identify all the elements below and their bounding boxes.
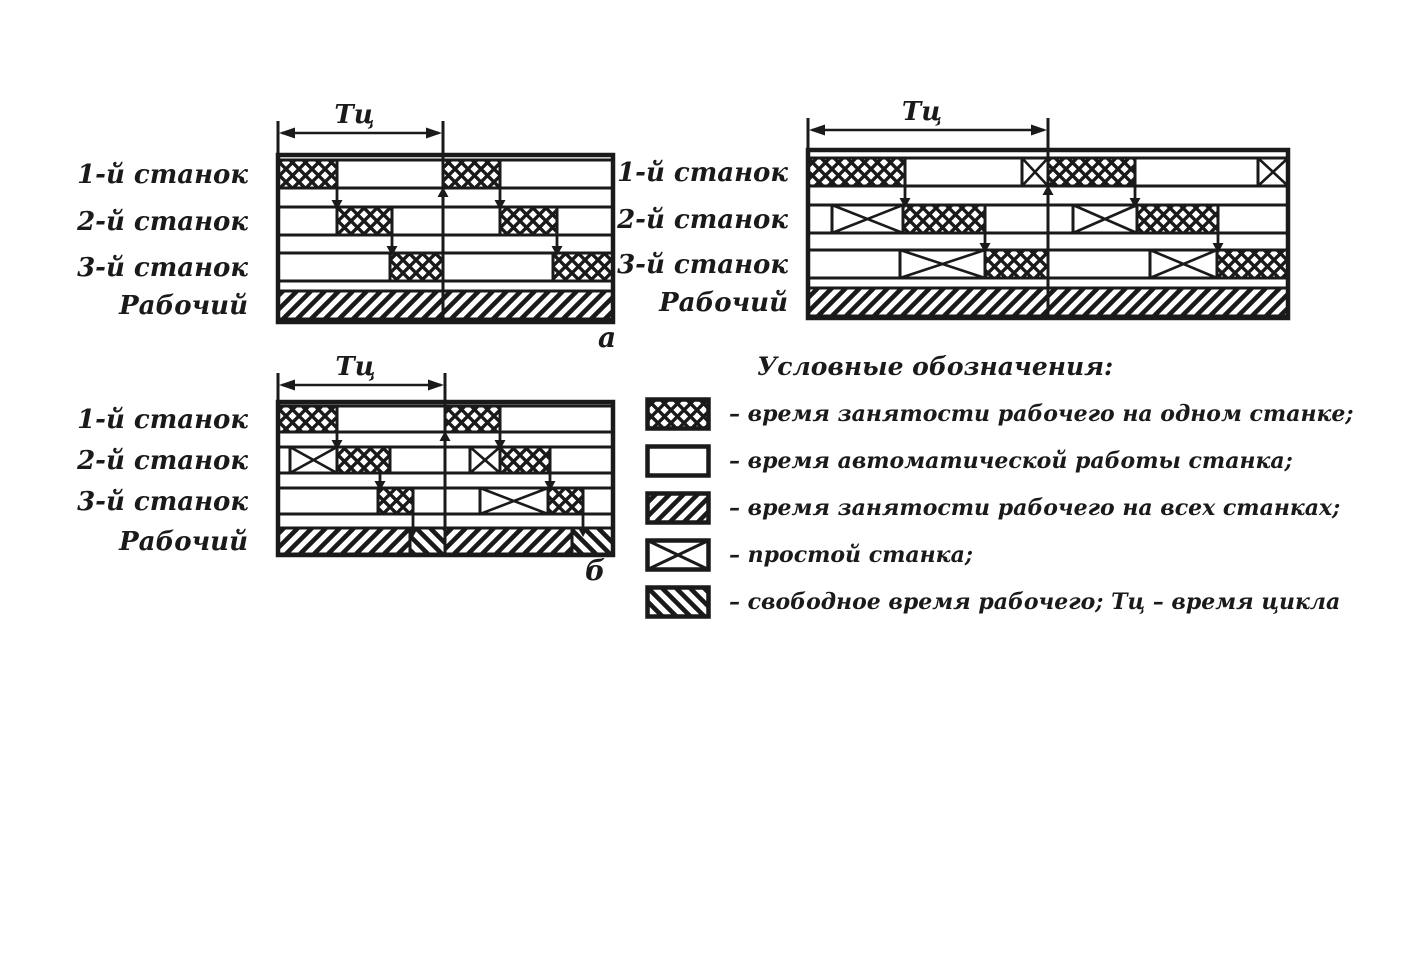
legend-item [645, 397, 1365, 431]
segment-cross [500, 447, 550, 473]
tc-dimension-arrowhead [809, 125, 825, 136]
swatch-rect [648, 494, 709, 523]
swatch-rect [648, 400, 709, 429]
row-label-3: 3-й станок [77, 487, 248, 517]
segment-auto [550, 447, 613, 473]
segment-cross [278, 160, 337, 188]
swatch-rect [648, 447, 709, 476]
row-label-1: 1-й станок [77, 160, 248, 190]
segment-busy [445, 528, 572, 554]
row-label-4: Рабочий [119, 527, 248, 557]
swatch-idle-icon [645, 538, 711, 572]
segment-auto [905, 158, 1022, 186]
legend-item [645, 491, 1365, 525]
segment-auto [1048, 250, 1150, 278]
segment-cross [985, 250, 1048, 278]
segment-cross [378, 488, 413, 514]
segment-cross [1048, 158, 1135, 186]
segment-auto [278, 253, 390, 281]
chart-right [616, 97, 1288, 318]
machine-row-2 [278, 207, 613, 235]
segment-cross [808, 158, 905, 186]
tc-dimension-arrowhead [1031, 125, 1047, 136]
legend-item-text: – простой станка; [729, 542, 973, 568]
row-label-4: Рабочий [119, 291, 248, 321]
segment-cross [337, 447, 390, 473]
swatch-rect [648, 588, 709, 617]
row-label-1: 1-й станок [77, 405, 248, 435]
row-label-2: 2-й станок [77, 207, 248, 237]
segment-cross [443, 160, 500, 188]
legend-item [645, 585, 1365, 619]
segment-auto [500, 406, 613, 432]
chart-sub-label: а [598, 321, 617, 354]
segment-auto [557, 207, 613, 235]
segment-auto [443, 253, 553, 281]
chart-sub-label: б [585, 554, 606, 587]
swatch-free-icon [645, 585, 711, 619]
tc-label: Тц [334, 100, 375, 130]
segment-auto [808, 250, 900, 278]
machine-row-3 [278, 253, 613, 281]
tc-label: Тц [901, 97, 943, 127]
legend-item [645, 444, 1365, 478]
segment-auto [985, 205, 1073, 233]
segment-auto [1218, 205, 1288, 233]
segment-cross [903, 205, 985, 233]
segment-cross [390, 253, 443, 281]
legend-title: Условные обозначения: [757, 352, 1114, 381]
row-label-2: 2-й станок [77, 446, 248, 476]
segment-cross [500, 207, 557, 235]
tc-dimension-arrowhead [279, 128, 295, 139]
legend-item-text: – свободное время рабочего; Тц – время цикла [729, 589, 1341, 615]
legend-item-text: – время автоматической работы станка; [729, 448, 1293, 474]
row-label-3: 3-й станок [77, 253, 248, 283]
swatch-auto-icon [645, 444, 711, 478]
segment-busy [278, 291, 613, 319]
tc-dimension-arrowhead [279, 380, 295, 391]
chart-a [76, 100, 616, 354]
segment-auto [337, 160, 443, 188]
segment-auto [500, 160, 613, 188]
row-label-2: 2-й станок [617, 205, 788, 235]
machine-row-4 [278, 291, 613, 319]
segment-busy [278, 528, 410, 554]
segment-auto [583, 488, 613, 514]
swatch-cross-icon [645, 397, 711, 431]
segment-auto [1135, 158, 1258, 186]
tc-dimension-arrowhead [428, 380, 444, 391]
segment-cross [337, 207, 392, 235]
segment-auto [278, 488, 378, 514]
row-label-1: 1-й станок [617, 158, 788, 188]
segment-auto [808, 205, 832, 233]
segment-cross [553, 253, 613, 281]
legend [645, 352, 1365, 632]
legend-item-text: – время занятости рабочего на одном станке; [729, 401, 1354, 427]
segment-cross [1217, 250, 1288, 278]
tc-dimension-arrowhead [426, 128, 442, 139]
segment-auto [390, 447, 470, 473]
segment-cross [548, 488, 583, 514]
legend-item-text: – время занятости рабочего на всех станках; [729, 495, 1341, 521]
swatch-busy-icon [645, 491, 711, 525]
segment-auto [337, 406, 445, 432]
row-label-4: Рабочий [659, 288, 788, 318]
segment-auto [278, 207, 337, 235]
segment-free [572, 528, 613, 554]
legend-items [645, 397, 1365, 619]
chart-b [76, 352, 613, 587]
row-label-3: 3-й станок [617, 250, 788, 280]
machine-row-1 [278, 160, 613, 188]
segment-cross [445, 406, 500, 432]
segment-cross [1137, 205, 1218, 233]
segment-auto [392, 207, 500, 235]
segment-cross [278, 406, 337, 432]
legend-item [645, 538, 1365, 572]
tc-label: Тц [335, 352, 376, 382]
